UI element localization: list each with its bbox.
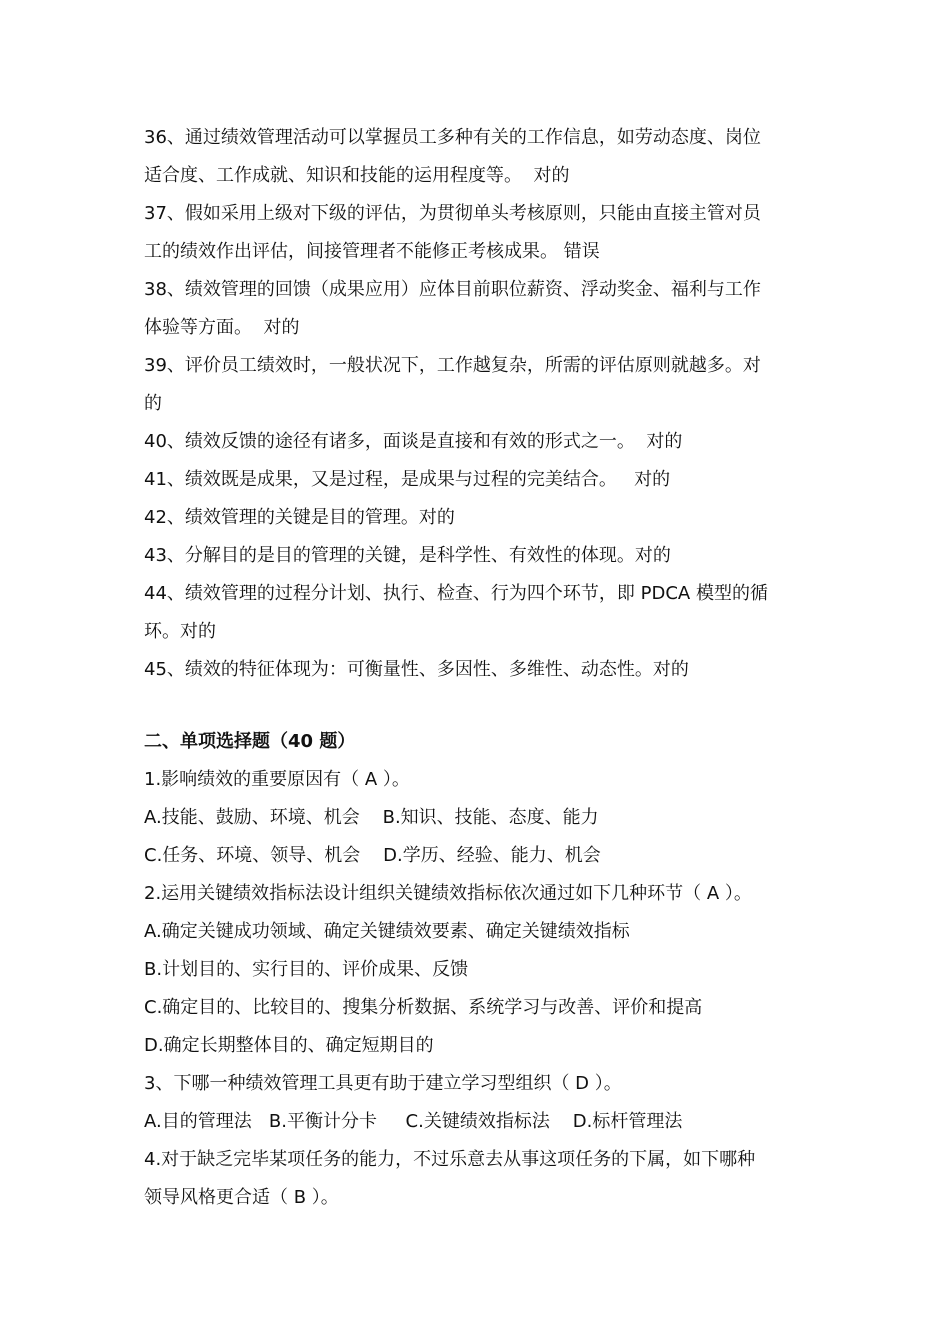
options-line: A.技能、鼓励、环境、机会 B.知识、技能、态度、能力 [144, 807, 599, 828]
text-line: 36、通过绩效管理活动可以掌握员工多种有关的工作信息，如劳动态度、岗位 [144, 127, 761, 148]
question-3 [144, 1065, 814, 1141]
text-line: 43、分解目的是目的管理的关键，是科学性、有效性的体现。对的 [144, 545, 671, 566]
true-false-item-36 [144, 119, 814, 195]
option-d: D.确定长期整体目的、确定短期目的 [144, 1035, 434, 1056]
text-line: 39、评价员工绩效时，一般状况下，工作越复杂，所需的评估原则就越多。对 [144, 355, 761, 376]
text-line: 45、绩效的特征体现为：可衡量性、多因性、多维性、动态性。对的 [144, 659, 689, 680]
section-heading: 二、单项选择题（40 题） [144, 731, 356, 752]
true-false-item-39 [144, 347, 814, 423]
options-line: C.任务、环境、领导、机会 D.学历、经验、能力、机会 [144, 845, 601, 866]
true-false-item-45 [144, 651, 814, 689]
document-content [144, 119, 814, 1217]
question-2 [144, 875, 814, 1065]
question-text: 2.运用关键绩效指标法设计组织关键绩效指标依次通过如下几种环节（ A ）。 [144, 883, 752, 904]
text-line: 38、绩效管理的回馈（成果应用）应体目前职位薪资、浮动奖金、福利与工作 [144, 279, 761, 300]
text-line: 41、绩效既是成果，又是过程，是成果与过程的完美结合。 对的 [144, 469, 671, 490]
true-false-item-43 [144, 537, 814, 575]
question-text: 1.影响绩效的重要原因有（ A ）。 [144, 769, 410, 790]
true-false-item-42 [144, 499, 814, 537]
question-4 [144, 1141, 814, 1217]
question-text: 领导风格更合适（ B ）。 [144, 1187, 339, 1208]
true-false-item-37 [144, 195, 814, 271]
text-line: 44、绩效管理的过程分计划、执行、检查、行为四个环节，即 PDCA 模型的循 [144, 583, 768, 604]
option-a: A.确定关键成功领域、确定关键绩效要素、确定关键绩效指标 [144, 921, 630, 942]
text-line: 37、假如采用上级对下级的评估，为贯彻单头考核原则，只能由直接主管对员 [144, 203, 761, 224]
text-line: 40、绩效反馈的途径有诸多，面谈是直接和有效的形式之一。 对的 [144, 431, 683, 452]
question-text: 4.对于缺乏完毕某项任务的能力，不过乐意去从事这项任务的下属，如下哪种 [144, 1149, 756, 1170]
question-text: 3、下哪一种绩效管理工具更有助于建立学习型组织（ D ）。 [144, 1073, 622, 1094]
question-1 [144, 761, 814, 875]
text-line: 42、绩效管理的关键是目的管理。对的 [144, 507, 455, 528]
text-line: 体验等方面。 对的 [144, 317, 300, 338]
text-line: 环。对的 [144, 621, 216, 642]
text-line: 工的绩效作出评估，间接管理者不能修正考核成果。 错误 [144, 241, 600, 262]
true-false-item-38 [144, 271, 814, 347]
true-false-item-40 [144, 423, 814, 461]
text-line: 的 [144, 393, 162, 414]
options-line: A.目的管理法 B.平衡计分卡 C.关键绩效指标法 D.标杆管理法 [144, 1111, 683, 1132]
section-spacer [144, 689, 814, 723]
text-line: 适合度、工作成就、知识和技能的运用程度等。 对的 [144, 165, 570, 186]
true-false-item-41 [144, 461, 814, 499]
option-c: C.确定目的、比较目的、搜集分析数据、系统学习与改善、评价和提高 [144, 997, 703, 1018]
true-false-item-44 [144, 575, 814, 651]
option-b: B.计划目的、实行目的、评价成果、反馈 [144, 959, 469, 980]
